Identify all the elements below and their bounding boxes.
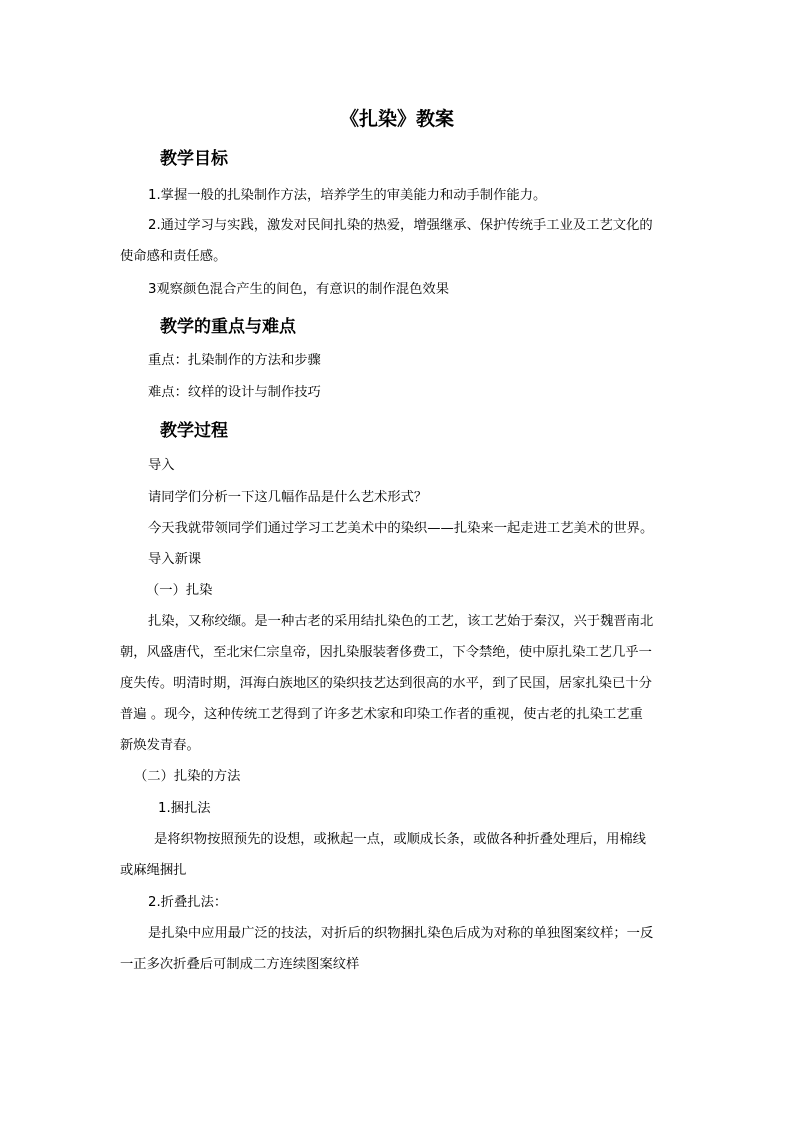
process-heading: 教学过程 [160,421,228,441]
method2-line-2: 一正多次折叠后可制成二方连续图案纹样 [120,957,360,972]
part2-title: （二）扎染的方法 [134,769,241,784]
key-point-focus: 重点：扎染制作的方法和步骤 [148,353,321,368]
part1-line-2: 朝，风盛唐代，至北宋仁宗皇帝，因扎染服装奢侈费工，下令禁绝，使中原扎染工艺几乎一 [120,645,652,660]
method2-title: 2.折叠扎法： [148,895,228,910]
part1-line-3: 度失传。明清时期，洱海白族地区的染织技艺达到很高的水平，到了民国，居家扎染已十分 [120,676,652,691]
method1-title: 1.捆扎法 [158,801,211,816]
document-title: 《扎染》教案 [339,108,454,130]
new-lesson-label: 导入新课 [148,552,202,567]
method1-line-2: 或麻绳捆扎 [120,863,187,878]
part1-title: （一）扎染 [146,583,213,598]
intro-label: 导入 [148,458,175,473]
method1-line-1: 是将织物按照预先的设想，或揪起一点，或顺成长条，或做各种折叠处理后，用棉线 [154,832,646,847]
method2-line-1: 是扎染中应用最广泛的技法，对折后的织物捆扎染色后成为对称的单独图案纹样；一反 [148,926,654,941]
objectives-heading: 教学目标 [160,149,228,169]
objective-item-1: 1.掌握一般的扎染制作方法，培养学生的审美能力和动手制作能力。 [148,188,547,203]
objective-item-2-cont: 使命感和责任感。 [120,249,227,264]
objective-item-2: 2.通过学习与实践，激发对民间扎染的热爱，增强继承、保护传统手工业及工艺文化的 [148,218,653,233]
objective-item-3: 3观察颜色混合产生的间色，有意识的制作混色效果 [148,282,449,297]
intro-lead: 今天我就带领同学们通过学习工艺美术中的染织——扎染来一起走进工艺美术的世界。 [148,521,654,536]
key-points-heading: 教学的重点与难点 [160,317,296,337]
intro-question: 请同学们分析一下这几幅作品是什么艺术形式？ [148,490,428,505]
part1-line-1: 扎染，又称绞缬。是一种古老的采用结扎染色的工艺，该工艺始于秦汉，兴于魏晋南北 [148,614,654,629]
part1-line-4: 普遍 。现今，这种传统工艺得到了许多艺术家和印染工作者的重视，使古老的扎染工艺重 [120,707,643,722]
part1-line-5: 新焕发青春。 [120,738,200,753]
key-point-difficulty: 难点：纹样的设计与制作技巧 [148,385,321,400]
